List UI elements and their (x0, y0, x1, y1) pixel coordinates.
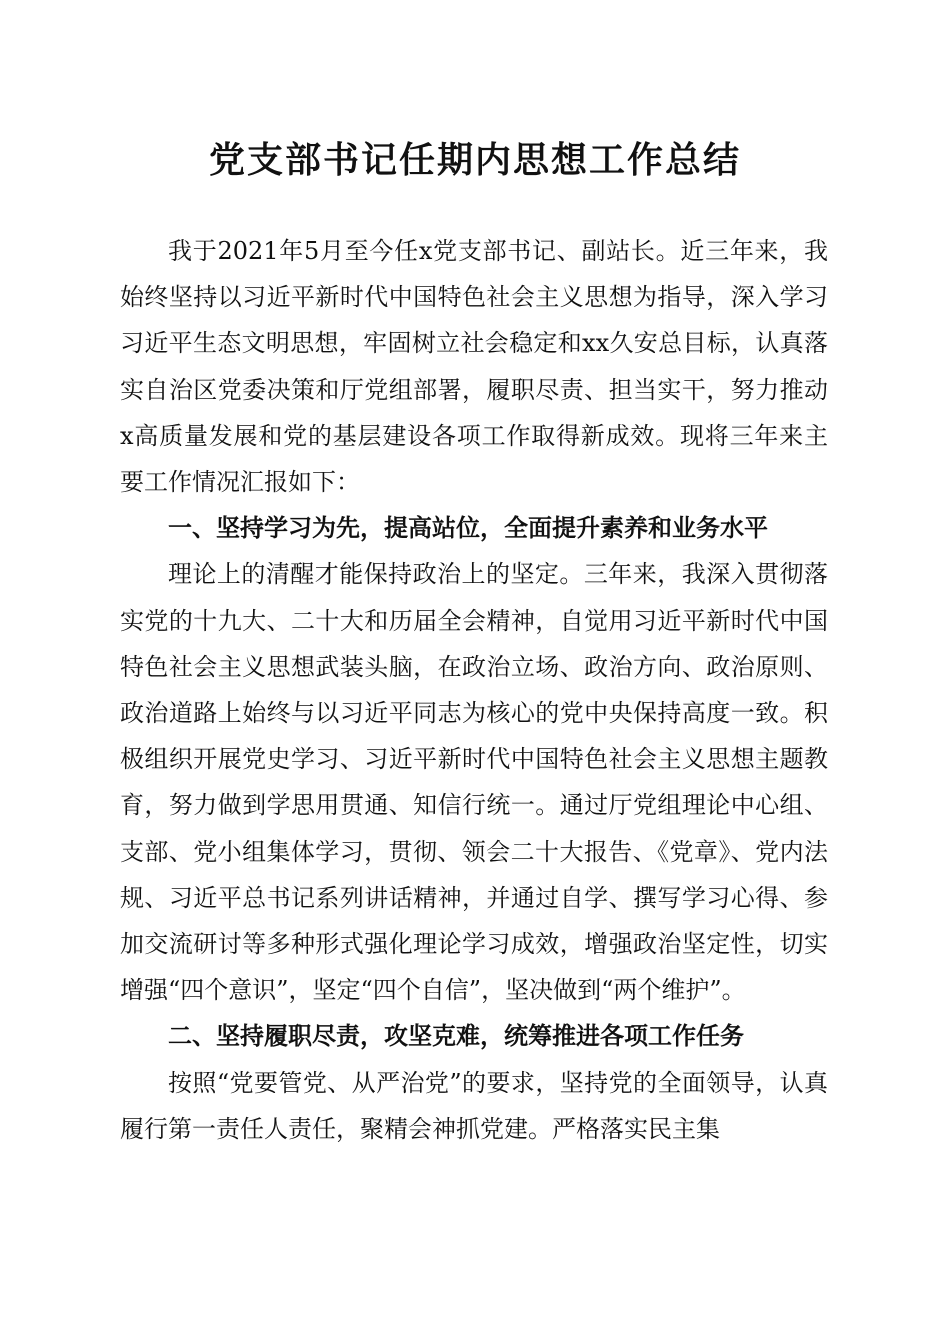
section-heading-1: 一、坚持学习为先，提高站位，全面提升素养和业务水平 (168, 514, 768, 543)
document-body (120, 228, 828, 1152)
intro-paragraph: 我于2021年5月至今任x党支部书记、副站长。近三年来，我始终坚持以习近平新时代中国特色社会主义思想为指导，深入学习习近平生态文明思想，牢固树立社会稳定和xx久安总目标，认真落实自治区党委决策和厅党组部署，履职尽责、担当实干，努力推动x高质量发展和党的基层建设各项工作取得新成效。现将三年来主要工作情况汇报如下： (120, 237, 828, 497)
document-title: 党支部书记任期内思想工作总结 (208, 139, 741, 181)
section-heading-2: 二、坚持履职尽责，攻坚克难，统筹推进各项工作任务 (168, 1022, 744, 1051)
section-2-paragraph: 按照“党要管党、从严治党”的要求，坚持党的全面领导，认真履行第一责任人责任，聚精会神抓党建。严格落实民主集 (120, 1068, 828, 1143)
section-1-paragraph: 理论上的清醒才能保持政治上的坚定。三年来，我深入贯彻落实党的十九大、二十大和历届全会精神，自觉用习近平新时代中国特色社会主义思想武装头脑，在政治立场、政治方向、政治原则、政治道路上始终与以习近平同志为核心的党中央保持高度一致。积极组织开展党史学习、习近平新时代中国特色社会主义思想主题教育，努力做到学思用贯通、知信行统一。通过厅党组理论中心组、支部、党小组集体学习，贯彻、领会二十大报告、《党章》、党内法规、习近平总书记系列讲话精神，并通过自学、撰写学习心得、参加交流研讨等多种形式强化理论学习成效，增强政治坚定性，切实增强“四个意识”，坚定“四个自信”，坚决做到“两个维护”。 (120, 560, 828, 1005)
